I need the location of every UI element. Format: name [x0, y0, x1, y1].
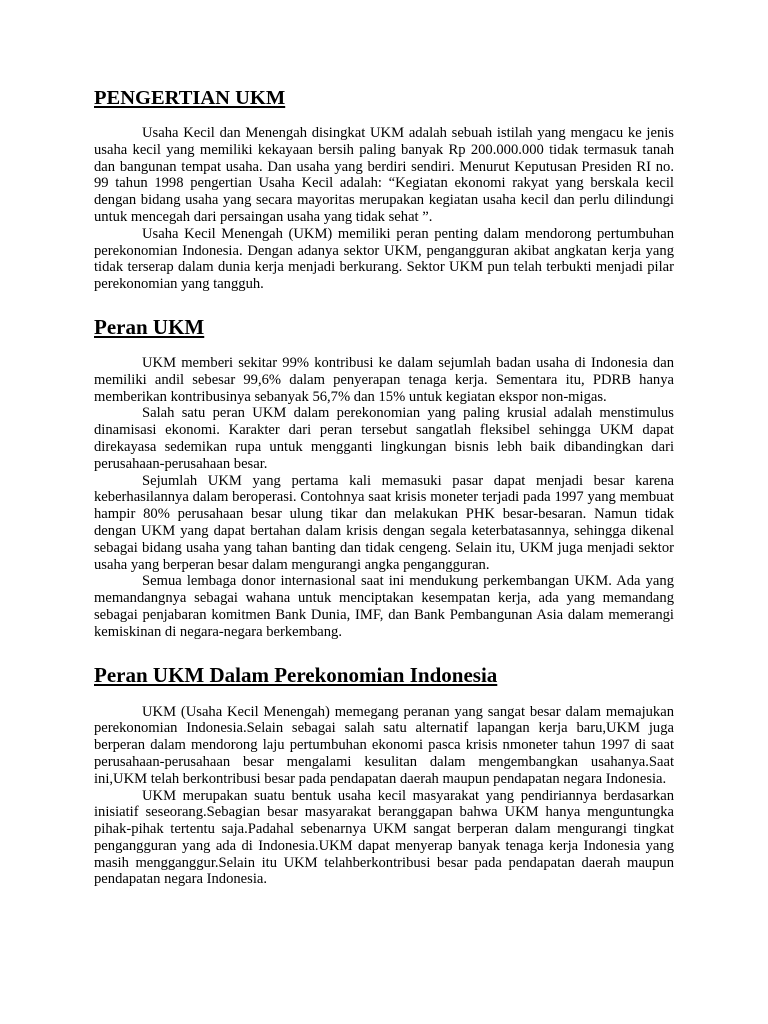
paragraph: Sejumlah UKM yang pertama kali memasuki pasar dapat menjadi besar karena keberhasilannya dalam beroperasi. Contohnya saat krisis moneter terjadi pada 1997 yang membuat hampir 80% perusahaan besar ulung tikar dan melakukan PHK besar-besaran. Namun tidak dengan UKM yang dapat bertahan dalam krisis dengan segala keterbatasannya, sehingga dikenal sebagai bidang usaha yang tahan banting dan tidak cengeng. Selain itu, UKM juga menjadi sektor usaha yang berperan besar dalam mengurangi angka pengangguran.	[94, 472, 674, 573]
paragraph: Usaha Kecil Menengah (UKM) memiliki peran penting dalam mendorong pertumbuhan perekonomian Indonesia. Dengan adanya sektor UKM, pengangguran akibat angkatan kerja yang tidak terserap dalam dunia kerja menjadi berkurang. Sektor UKM pun telah terbukti menjadi pilar perekonomian yang tangguh.	[94, 225, 674, 293]
paragraph: UKM (Usaha Kecil Menengah) memegang peranan yang sangat besar dalam memajukan perekonomian Indonesia.Selain sebagai salah satu alternatif lapangan kerja baru,UKM juga berperan dalam mendorong laju pertumbuhan ekonomi pasca krisis nmoneter tahun 1997 di saat perusahaan-perusahaan besar mengalami kesulitan dalam mengembangkan usahanya.Saat ini,UKM telah berkontribusi besar pada pendapatan daerah maupun pendapatan negara Indonesia.	[94, 703, 674, 787]
paragraph: Semua lembaga donor internasional saat ini mendukung perkembangan UKM. Ada yang memandangnya sebagai wahana untuk menciptakan kesempatan kerja, ada yang memandang sebagai penjabaran komitmen Bank Dunia, IMF, dan Bank Pembangunan Asia dalam memerangi kemiskinan di negara-negara berkembang.	[94, 573, 674, 640]
paragraph: Salah satu peran UKM dalam perekonomian yang paling krusial adalah menstimulus dinamisasi ekonomi. Karakter dari peran tersebut sangatlah fleksibel sehingga UKM dapat direkayasa sedemikan rupa untuk mengganti lingkungan bisnis lebh baik dibandingkan dari perusahaan-perusahaan besar.	[94, 405, 674, 472]
heading-peran-ukm: Peran UKM	[94, 314, 205, 339]
heading-peran-ukm-perekonomian-indonesia: Peran UKM Dalam Perekonomian Indonesia	[94, 662, 498, 687]
heading-pengertian-ukm: PENGERTIAN UKM	[94, 87, 286, 109]
paragraph: UKM merupakan suatu bentuk usaha kecil masyarakat yang pendiriannya berdasarkan inisiatif seseorang.Sebagian besar masyarakat beranggapan bahwa UKM hanya menguntungka pihak-pihak tertentu saja.Padahal sebenarnya UKM sangat berperan dalam mengurangi tingkat pengangguran yang ada di Indonesia.UKM dapat menyerap banyak tenaga kerja Indonesia yang masih mengganggur.Selain itu UKM telahberkontribusi besar pada pendapatan daerah maupun pendapatan negara Indonesia.	[94, 787, 674, 888]
paragraph: UKM memberi sekitar 99% kontribusi ke dalam sejumlah badan usaha di Indonesia dan memiliki andil sebesar 99,6% dalam penyerapan tenaga kerja. Sementara itu, PDRB hanya memberikan kontribusinya sebanyak 56,7% dan 15% untuk kegiatan ekspor non-migas.	[94, 354, 674, 405]
paragraph: Usaha Kecil dan Menengah disingkat UKM adalah sebuah istilah yang mengacu ke jenis usaha kecil yang memiliki kekayaan bersih paling banyak Rp 200.000.000 tidak termasuk tanah dan bangunan tempat usaha. Dan usaha yang berdiri sendiri. Menurut Keputusan Presiden RI no. 99 tahun 1998 pengertian Usaha Kecil adalah: “Kegiatan ekonomi rakyat yang berskala kecil dengan bidang usaha yang secara mayoritas merupakan kegiatan usaha kecil dan perlu dilindungi untuk mencegah dari persaingan usaha yang tidak sehat ”.	[94, 125, 674, 225]
